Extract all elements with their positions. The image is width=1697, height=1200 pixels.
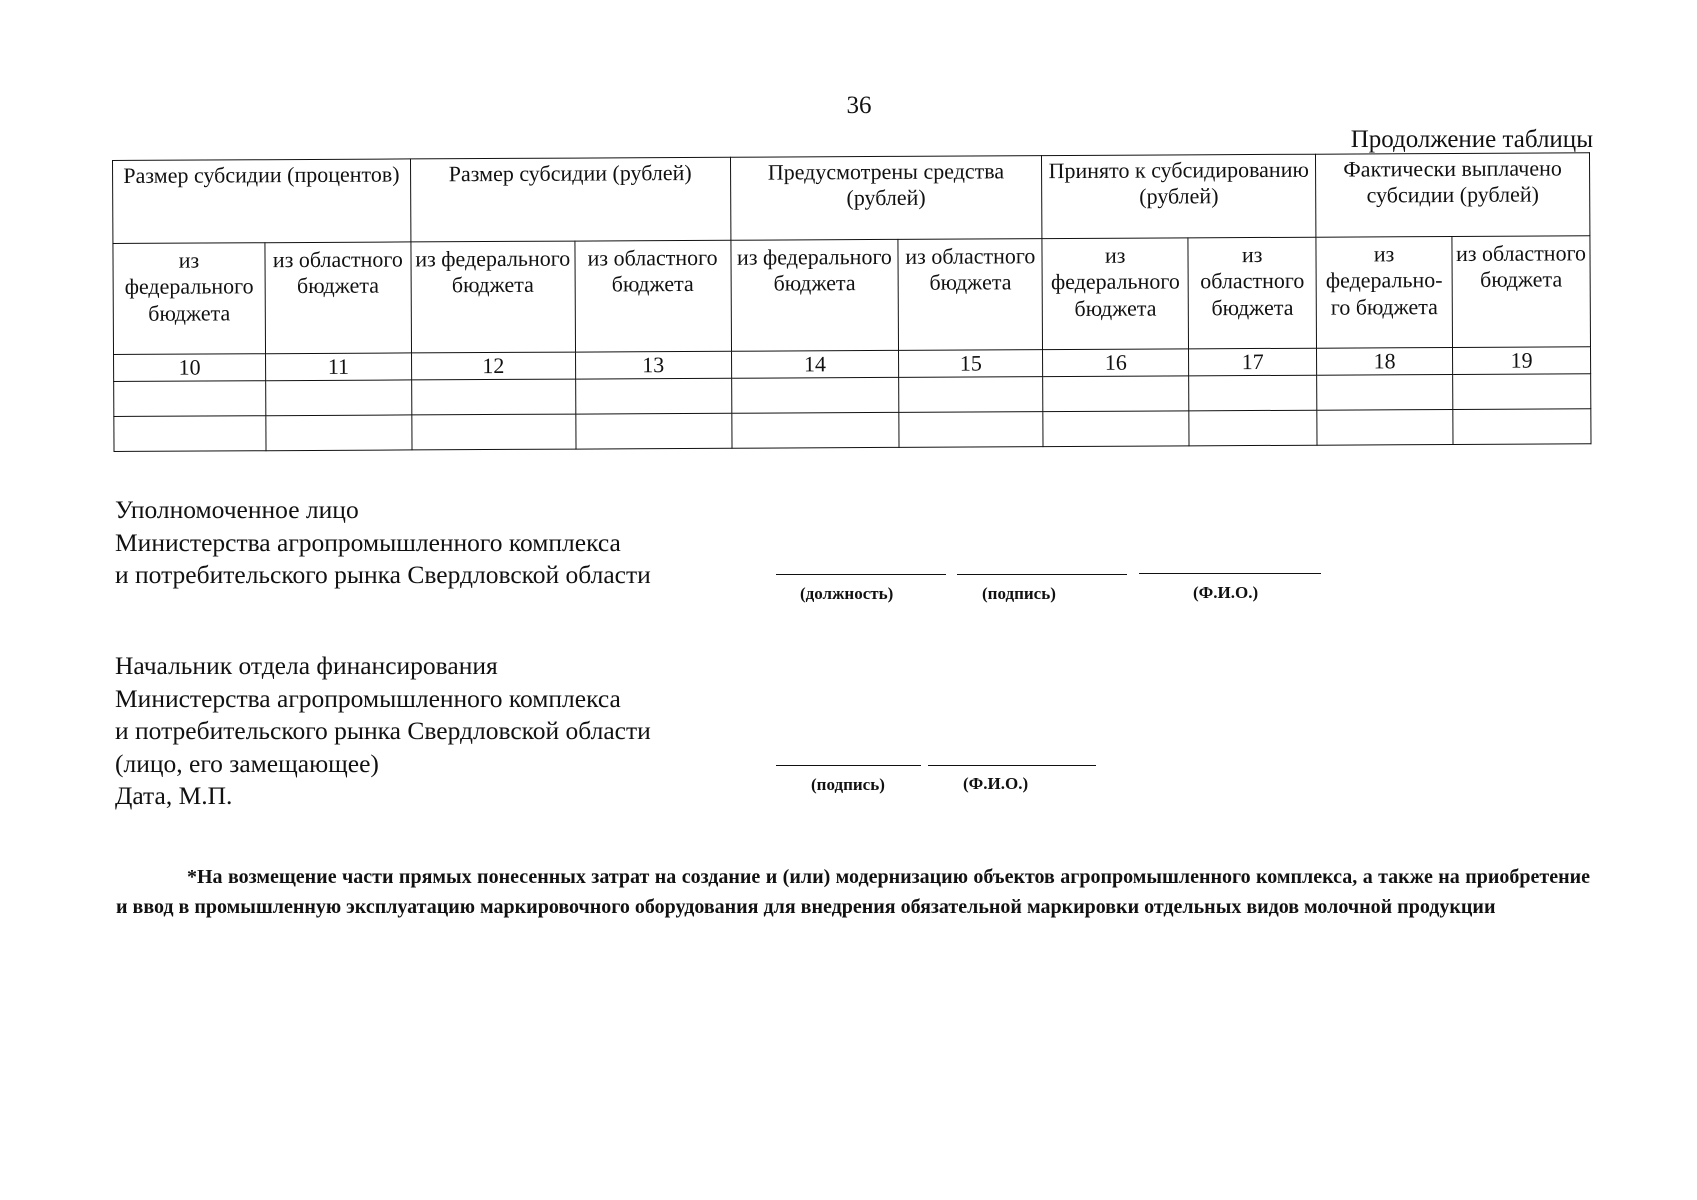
signatory-1-block [115, 494, 651, 592]
column-number-cell: 14 [731, 350, 899, 378]
signatory-2-line: и потребительского рынка Свердловской области [115, 716, 651, 745]
column-number-cell: 15 [899, 350, 1043, 378]
empty-cell[interactable] [1043, 411, 1189, 447]
signature-line[interactable] [957, 574, 1127, 575]
position-caption: (должность) [800, 584, 894, 603]
group-header-cell: Размер субсидии (процентов) [113, 159, 411, 244]
signatory-1-line: и потребительского рынка Свердловской области [115, 560, 651, 589]
empty-cell[interactable] [1317, 410, 1453, 446]
empty-cell[interactable] [1043, 376, 1189, 412]
signatory-2-line: Министерства агропромышленного комплекса [115, 683, 621, 713]
full-name-signature-line[interactable] [1139, 573, 1321, 574]
empty-cell[interactable] [114, 416, 266, 452]
column-number-cell: 18 [1317, 347, 1453, 375]
empty-cell[interactable] [899, 377, 1043, 413]
empty-cell[interactable] [114, 381, 266, 417]
empty-cell[interactable] [576, 414, 732, 450]
position-signature-line[interactable] [776, 574, 946, 575]
signatory-2-line: Начальник отдела финансирования [115, 651, 498, 680]
empty-cell[interactable] [575, 379, 731, 415]
group-header-cell: Размер субсидии (рублей) [410, 157, 730, 242]
sub-header-cell: из областного бюджета [898, 239, 1042, 351]
sub-header-cell: из областного бюджета [1452, 236, 1591, 348]
column-number-cell: 12 [411, 352, 575, 380]
group-header-cell: Фактически выплачено субсидии (рублей) [1316, 153, 1590, 237]
sub-header-cell: из федерального бюджета [113, 243, 266, 355]
column-number-cell: 11 [265, 353, 411, 381]
sub-header-cell: из областного бюджета [265, 242, 411, 354]
signatory-2-line: Дата, М.П. [115, 781, 233, 810]
empty-cell[interactable] [731, 378, 899, 414]
signature-line[interactable] [776, 765, 921, 766]
signatory-2-block [115, 650, 651, 813]
table-sub-header-row [113, 236, 1591, 355]
column-number-cell: 10 [114, 354, 266, 382]
full-name-caption: (Ф.И.О.) [963, 774, 1029, 793]
subsidy-table [112, 152, 1592, 452]
group-header-cell: Принято к субсидированию (рублей) [1042, 154, 1316, 238]
empty-cell[interactable] [1189, 376, 1317, 412]
empty-cell[interactable] [1317, 375, 1453, 411]
footnote: *На возмещение части прямых понесенных затрат на создание и (или) модернизацию объектов агропромышленного комплекса, а также на приобретение и ввод в промышленную эксплуатацию маркировочного оборудования для внедрения обязательной маркировки отдельных видов молочной продукции [116, 866, 1590, 918]
table-empty-row [114, 409, 1591, 452]
signatory-1-line: Уполномоченное лицо [115, 495, 359, 524]
empty-cell[interactable] [411, 379, 575, 415]
group-header-cell: Предусмотрены средства (рублей) [730, 156, 1042, 241]
empty-cell[interactable] [412, 414, 576, 450]
empty-cell[interactable] [731, 413, 899, 449]
empty-cell[interactable] [899, 412, 1043, 448]
sub-header-cell: из федерального бюджета [411, 241, 575, 353]
signatory-1-line: Министерства агропромышленного комплекса [115, 527, 621, 557]
table-group-header-row [113, 153, 1590, 244]
column-number-cell: 13 [575, 351, 731, 379]
table-continuation-label: Продолжение таблицы [1350, 126, 1593, 153]
full-name-signature-line[interactable] [928, 765, 1096, 766]
signature-caption: (подпись) [982, 584, 1056, 603]
column-number-cell: 19 [1453, 347, 1591, 375]
sub-header-cell: из областного бюджета [1188, 237, 1317, 349]
page-number: 36 [846, 92, 872, 119]
empty-cell[interactable] [266, 380, 412, 416]
empty-cell[interactable] [1189, 411, 1317, 447]
sub-header-cell: из федерального бюджета [1042, 238, 1189, 350]
column-number-cell: 17 [1189, 348, 1317, 376]
empty-cell[interactable] [1453, 374, 1591, 410]
empty-cell[interactable] [1453, 409, 1591, 445]
full-name-caption: (Ф.И.О.) [1193, 583, 1259, 602]
column-number-cell: 16 [1043, 349, 1189, 377]
signature-caption: (подпись) [811, 775, 885, 794]
signatory-2-line: (лицо, его замещающее) [115, 748, 379, 778]
sub-header-cell: из федерально-го бюджета [1316, 236, 1453, 348]
empty-cell[interactable] [266, 415, 412, 451]
sub-header-cell: из федерального бюджета [730, 239, 898, 351]
sub-header-cell: из областного бюджета [575, 240, 731, 352]
